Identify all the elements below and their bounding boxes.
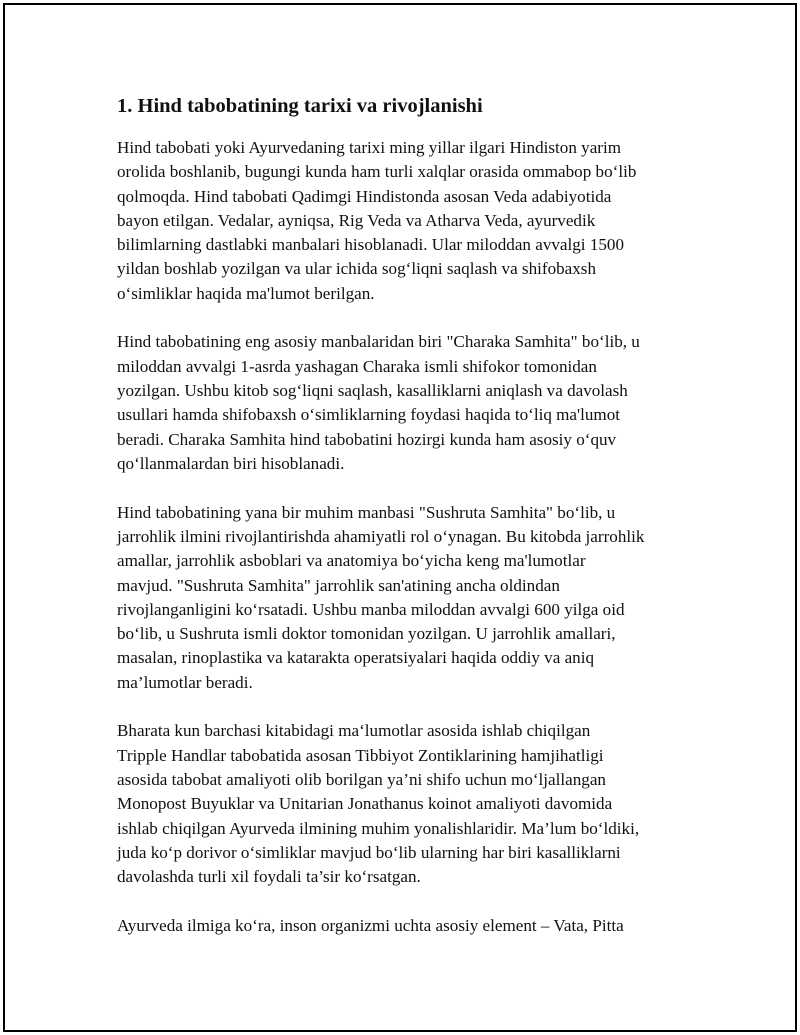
text-line: o‘simliklar haqida ma'lumot berilgan.: [117, 283, 375, 303]
text-line: yozilgan. Ushbu kitob sog‘liqni saqlash, kasalliklarni aniqlash va davolash: [117, 381, 628, 401]
text-line: ishlab chiqilgan Ayurveda ilmining muhim yonalishlaridir. Ma’lum bo‘ldiki,: [117, 818, 640, 838]
text-line: usullari hamda shifobaxsh o‘simliklarning foydasi haqida to‘liq ma'lumot: [117, 405, 620, 425]
text-line: Monopost Buyuklar va Unitarian Jonathanus koinot amaliyoti davomida: [117, 794, 613, 814]
text-line: bilimlarning dastlabki manbalari hisoblanadi. Ular miloddan avvalgi 1500: [117, 235, 625, 255]
text-line: Ayurveda ilmiga ko‘ra, inson organizmi uchta asosiy element – Vata, Pitta: [117, 915, 624, 935]
text-line: Hind tabobatining eng asosiy manbalaridan biri "Charaka Samhita" bo‘lib, u: [117, 332, 640, 352]
paragraph-1: [117, 136, 692, 306]
text-line: juda ko‘p dorivor o‘simliklar mavjud bo‘lib ularning har biri kasalliklarni: [117, 842, 621, 862]
text-line: Bharata kun barchasi kitabidagi ma‘lumotlar asosida ishlab chiqilgan: [117, 721, 591, 741]
document-body: [117, 92, 692, 963]
text-line: mavjud. "Sushruta Samhita" jarrohlik san'atining ancha oldindan: [117, 575, 560, 595]
text-line: jarrohlik ilmini rivojlantirishda ahamiyatli rol o‘ynagan. Bu kitobda jarrohlik: [117, 526, 645, 546]
text-line: beradi. Charaka Samhita hind tabobatini hozirgi kunda ham asosiy o‘quv: [117, 429, 617, 449]
text-line: masalan, rinoplastika va katarakta operatsiyalari haqida oddiy va aniq: [117, 648, 595, 668]
paragraph-4: [117, 719, 692, 889]
text-line: qolmoqda. Hind tabobati Qadimgi Hindistonda asosan Veda adabiyotida: [117, 186, 612, 206]
text-line: amallar, jarrohlik asboblari va anatomiya bo‘yicha keng ma'lumotlar: [117, 551, 586, 571]
paragraph-2: [117, 330, 692, 476]
text-line: yildan boshlab yozilgan va ular ichida sog‘liqni saqlash va shifobaxsh: [117, 259, 597, 279]
text-line: ma’lumotlar beradi.: [117, 672, 253, 692]
text-line: rivojlanganligini ko‘rsatadi. Ushbu manba miloddan avvalgi 600 yilga oid: [117, 599, 625, 619]
section-heading: 1. Hind tabobatining tarixi va rivojlanishi: [117, 95, 483, 117]
text-line: Tripple Handlar tabobatida asosan Tibbiyot Zontiklarining hamjihatligi: [117, 745, 604, 765]
text-line: asosida tabobat amaliyoti olib borilgan ya’ni shifo uchun mo‘ljallangan: [117, 770, 606, 789]
text-line: Hind tabobatining yana bir muhim manbasi "Sushruta Samhita" bo‘lib, u: [117, 502, 616, 522]
paragraph-3: [117, 501, 692, 695]
text-line: bayon etilgan. Vedalar, ayniqsa, Rig Veda va Atharva Veda, ayurvedik: [117, 210, 596, 230]
text-line: miloddan avvalgi 1-asrda yashagan Charaka ismli shifokor tomonidan: [117, 356, 597, 376]
text-line: orolida boshlanib, bugungi kunda ham turli xalqlar orasida ommabop bo‘lib: [117, 162, 637, 182]
text-line: davolashda turli xil foydali ta’sir ko‘rsatgan.: [117, 867, 421, 887]
text-line: Hind tabobati yoki Ayurvedaning tarixi ming yillar ilgari Hindiston yarim: [117, 138, 622, 157]
paragraph-5: [117, 914, 692, 938]
text-line: bo‘lib, u Sushruta ismli doktor tomonidan yozilgan. U jarrohlik amallari,: [117, 624, 616, 644]
text-line: qo‘llanmalardan biri hisoblanadi.: [117, 453, 345, 473]
